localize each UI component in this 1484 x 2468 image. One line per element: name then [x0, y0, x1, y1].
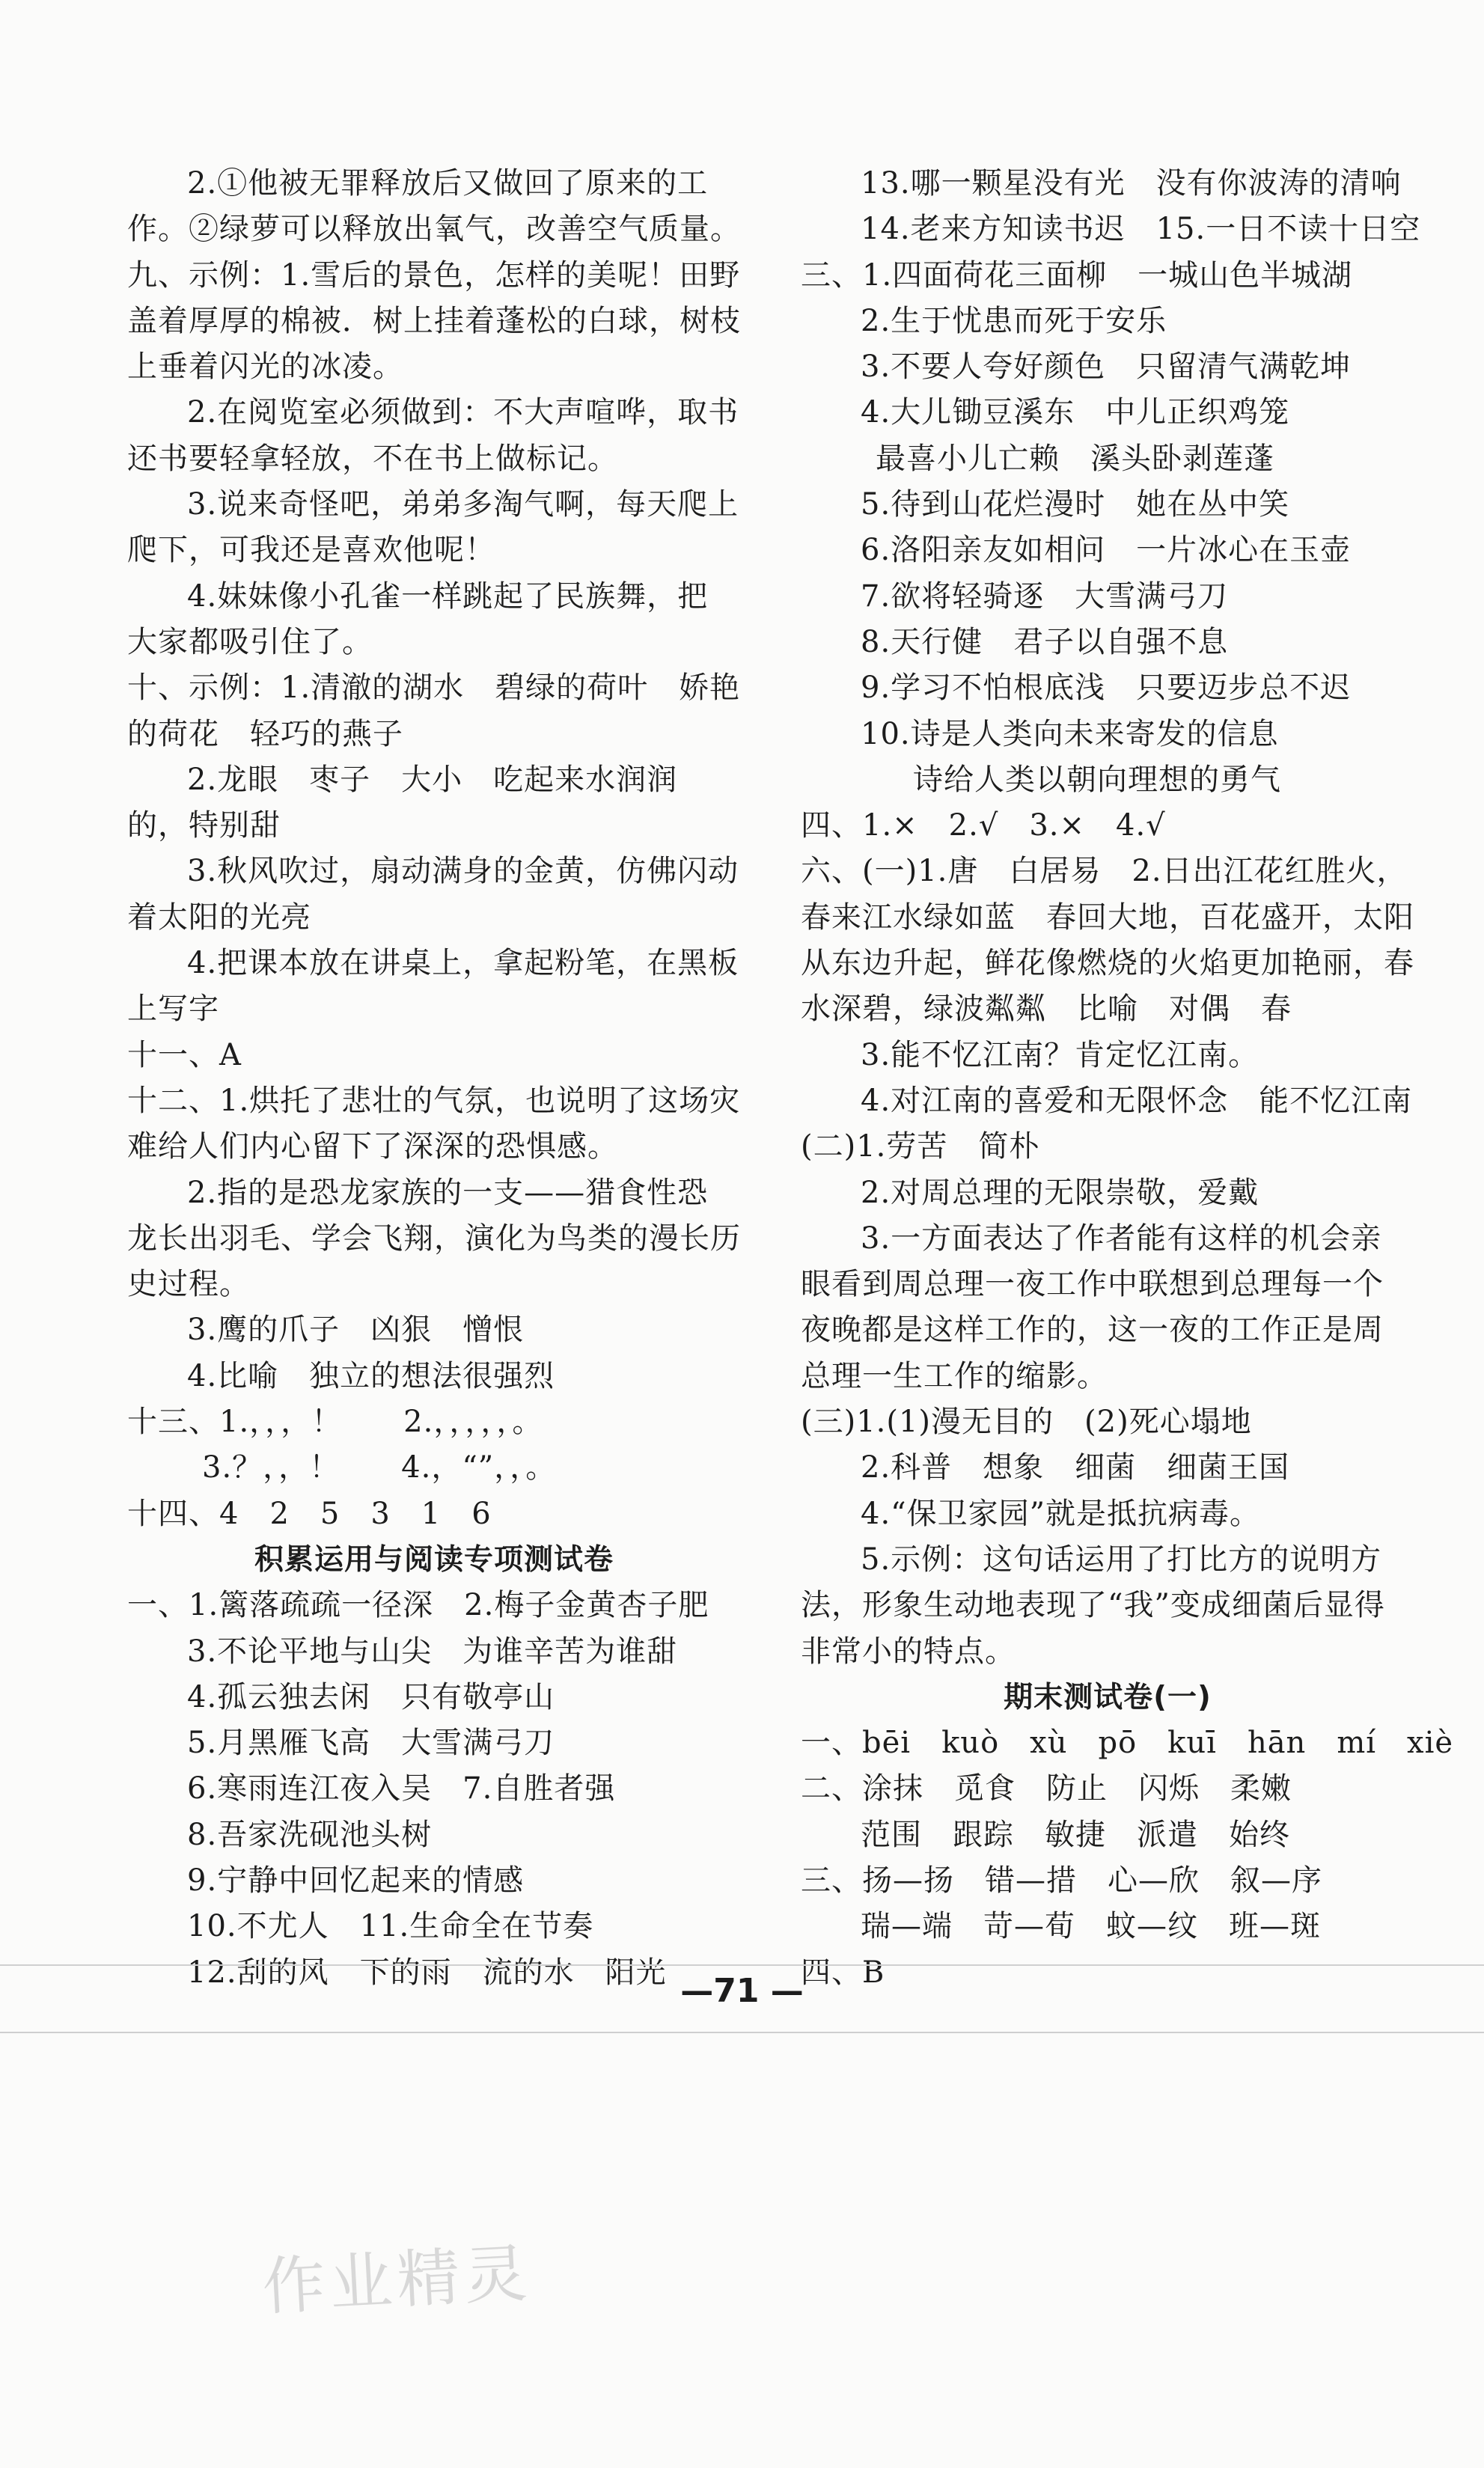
- page-divider-top: [0, 1964, 1484, 1966]
- text-line: 6.寒雨连江夜入吴 7.自胜者强: [187, 1771, 616, 1806]
- text-line: 2.①他被无罪释放后又做回了原来的工: [187, 166, 709, 201]
- text-line: 水深碧，绿波粼粼 比喻 对偶 春: [801, 992, 1292, 1027]
- text-line: 三、1.四面荷花三面柳 一城山色半城湖: [801, 257, 1353, 293]
- text-line: 史过程。: [127, 1267, 250, 1302]
- text-line: 法，形象生动地表现了“我”变成细菌后显得: [801, 1588, 1385, 1623]
- text-line: 六、(一)1.唐 白居易 2.日出江花红胜火，: [801, 854, 1408, 889]
- text-line: 上写字: [127, 992, 219, 1027]
- text-line: 一、bēi kuò xù pō kuī hān mí xiè: [801, 1726, 1454, 1761]
- left-column: [127, 161, 741, 1996]
- text-line: (三)1.(1)漫无目的 (2)死心塌地: [801, 1405, 1252, 1440]
- text-line: 2.生于忧患而死于安乐: [861, 303, 1167, 338]
- text-line: 3.能不忆江南？肯定忆江南。: [861, 1037, 1259, 1072]
- text-line: 2.在阅览室必须做到：不大声喧哗，取书: [187, 395, 739, 430]
- text-line: 着太阳的光亮: [127, 899, 311, 935]
- text-line: 一、1.篱落疏疏一径深 2.梅子金黄杏子肥: [127, 1588, 709, 1623]
- section-heading: 期末测试卷(一): [1004, 1680, 1212, 1714]
- text-line: 4.孤云独去闲 只有敬亭山: [187, 1679, 555, 1714]
- text-line: 还书要轻拿轻放，不在书上做标记。: [127, 441, 618, 476]
- text-line: (二)1.劳苦 简朴: [801, 1129, 1040, 1164]
- text-line: 14.老来方知读书迟 15.一日不读十日空: [861, 212, 1421, 247]
- text-line: 的，特别甜: [127, 808, 281, 843]
- text-line: 5.示例：这句话运用了打比方的说明方: [861, 1542, 1382, 1577]
- text-line: 3.？，，！ 4.，“”，，。: [202, 1450, 557, 1485]
- text-line: 9.学习不怕根底浅 只要迈步总不迟: [861, 671, 1352, 706]
- text-line: 十四、4 2 5 3 1 6: [127, 1496, 492, 1531]
- text-line: 四、1.× 2.√ 3.× 4.√: [801, 808, 1166, 843]
- section-heading: 积累运用与阅读专项测试卷: [254, 1542, 614, 1577]
- text-line: 3.鹰的爪子 凶狠 憎恨: [187, 1313, 525, 1348]
- page-number: —71 —: [680, 1972, 804, 2010]
- text-line: 夜晚都是这样工作的，这一夜的工作正是周: [801, 1313, 1384, 1348]
- text-line: 4.大儿锄豆溪东 中儿正织鸡笼: [861, 395, 1290, 430]
- text-line: 眼看到周总理一夜工作中联想到总理每一个: [801, 1267, 1384, 1302]
- text-line: 非常小的特点。: [801, 1634, 1016, 1669]
- text-line: 13.哪一颗星没有光 没有你波涛的清响: [861, 166, 1402, 201]
- text-line: 十、示例：1.清澈的湖水 碧绿的荷叶 娇艳: [127, 671, 741, 706]
- text-line: 3.秋风吹过，扇动满身的金黄，仿佛闪动: [187, 854, 739, 889]
- text-line: 作。②绿萝可以释放出氧气，改善空气质量。: [127, 212, 741, 247]
- text-line: 从东边升起，鲜花像燃烧的火焰更加艳丽，春: [801, 946, 1414, 981]
- text-line: 4.妹妹像小孔雀一样跳起了民族舞，把: [187, 578, 709, 614]
- text-line: 难给人们内心留下了深深的恐惧感。: [127, 1129, 618, 1164]
- text-line: 龙长出羽毛、学会飞翔，演化为鸟类的漫长历: [127, 1221, 741, 1256]
- text-line: 12.刮的风 下的雨 流的水 阳光: [187, 1955, 667, 1990]
- text-line: 3.不论平地与山尖 为谁辛苦为谁甜: [187, 1634, 678, 1669]
- page-divider-bottom: [0, 2032, 1484, 2033]
- text-line: 9.宁静中回忆起来的情感: [187, 1863, 525, 1898]
- text-line: 上垂着闪光的冰凌。: [127, 349, 403, 385]
- text-line: 10.诗是人类向未来寄发的信息: [861, 716, 1279, 751]
- text-line: 最喜小儿亡赖 溪头卧剥莲蓬: [876, 441, 1274, 476]
- text-line: 4.“保卫家园”就是抵抗病毒。: [861, 1496, 1261, 1531]
- text-line: 春来江水绿如蓝 春回大地，百花盛开，太阳: [801, 899, 1414, 935]
- watermark: 作业精灵: [260, 2236, 534, 2324]
- text-line: 十三、1.，，，！ 2.，，，，，。: [127, 1405, 543, 1440]
- text-line: 4.比喻 独立的想法很强烈: [187, 1358, 555, 1393]
- text-line: 3.说来奇怪吧，弟弟多淘气啊，每天爬上: [187, 487, 739, 522]
- text-line: 盖着厚厚的棉被．树上挂着蓬松的白球，树枝: [127, 303, 741, 338]
- text-line: 2.龙眼 枣子 大小 吃起来水润润: [187, 762, 678, 797]
- text-line: 诗给人类以朝向理想的勇气: [913, 762, 1281, 797]
- text-line: 九、示例：1.雪后的景色，怎样的美呢！田野: [127, 257, 741, 293]
- text-line: 二、涂抹 觅食 防止 闪烁 柔嫩: [801, 1771, 1292, 1806]
- text-line: 的荷花 轻巧的燕子: [127, 716, 403, 751]
- right-column: [801, 161, 1454, 1996]
- text-line: 10.不尤人 11.生命全在节奏: [187, 1909, 594, 1944]
- text-line: 十二、1.烘托了悲壮的气氛，也说明了这场灾: [127, 1083, 741, 1118]
- text-line: 8.天行健 君子以自强不息: [861, 624, 1229, 659]
- text-line: 爬下，可我还是喜欢他呢！: [127, 533, 495, 568]
- text-line: 四、B: [801, 1955, 885, 1990]
- text-line: 4.对江南的喜爱和无限怀念 能不忆江南: [861, 1083, 1413, 1118]
- text-line: 3.不要人夸好颜色 只留清气满乾坤: [861, 349, 1352, 385]
- text-line: 范围 跟踪 敏捷 派遣 始终: [861, 1817, 1290, 1852]
- text-line: 三、扬—扬 错—措 心—欣 叙—序: [801, 1863, 1322, 1898]
- text-line: 3.一方面表达了作者能有这样的机会亲: [861, 1221, 1382, 1256]
- text-line: 6.洛阳亲友如相问 一片冰心在玉壶: [861, 533, 1352, 568]
- text-line: 2.对周总理的无限崇敬，爱戴: [861, 1175, 1259, 1210]
- text-line: 十一、A: [127, 1037, 242, 1072]
- text-line: 7.欲将轻骑逐 大雪满弓刀: [861, 578, 1229, 614]
- text-line: 2.科普 想象 细菌 细菌王国: [861, 1450, 1290, 1485]
- text-line: 5.月黑雁飞高 大雪满弓刀: [187, 1726, 555, 1761]
- text-line: 8.吾家洗砚池头树: [187, 1817, 433, 1852]
- text-line: 4.把课本放在讲桌上，拿起粉笔，在黑板: [187, 946, 739, 981]
- text-line: 瑞—端 苛—荀 蚊—纹 班—斑: [861, 1909, 1321, 1944]
- text-line: 大家都吸引住了。: [127, 624, 373, 659]
- text-line: 5.待到山花烂漫时 她在丛中笑: [861, 487, 1290, 522]
- text-line: 2.指的是恐龙家族的一支——猎食性恐: [187, 1175, 709, 1210]
- text-line: 总理一生工作的缩影。: [801, 1358, 1108, 1393]
